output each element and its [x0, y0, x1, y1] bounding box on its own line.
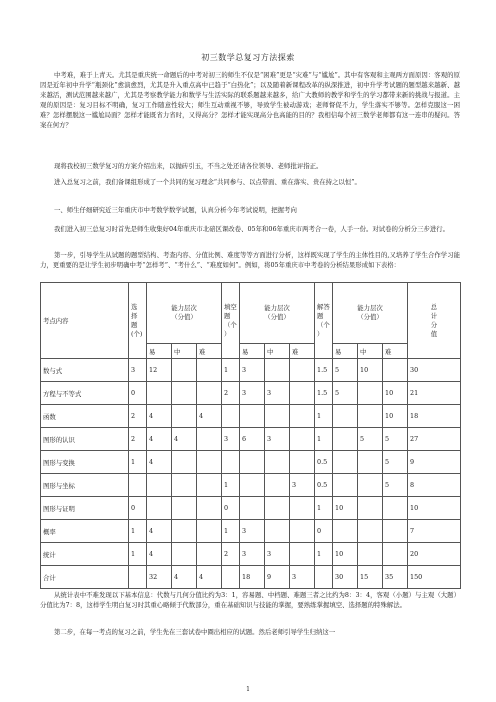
row-value-cell [333, 451, 358, 474]
level-medium: 中 [172, 344, 197, 359]
row-value-cell: 3 [222, 428, 240, 451]
row-value-cell: 3 [265, 382, 290, 405]
row-value-cell [315, 566, 333, 589]
row-value-cell: 10 [333, 497, 358, 520]
page-number: 1 [246, 686, 250, 693]
row-value-cell [358, 497, 383, 520]
row-value-cell: 3 [240, 543, 265, 566]
row-value-cell: 1 [222, 520, 240, 543]
row-value-cell: 3 [265, 543, 290, 566]
row-value-cell [358, 451, 383, 474]
row-value-cell [265, 359, 290, 382]
row-value-cell: 27 [408, 428, 461, 451]
row-topic-cell: 数与式 [41, 359, 129, 382]
row-value-cell: 3 [240, 359, 265, 382]
row-value-cell [222, 566, 240, 589]
row-value-cell: 32 [147, 566, 172, 589]
row-value-cell: 1 [222, 474, 240, 497]
row-value-cell: 150 [408, 566, 461, 589]
level-medium: 中 [265, 344, 290, 359]
row-value-cell [290, 451, 315, 474]
row-value-cell [222, 451, 240, 474]
row-value-cell [197, 359, 222, 382]
row-value-cell: 9 [408, 451, 461, 474]
header-total: 总 计 分 值 [408, 283, 461, 359]
row-value-cell [265, 520, 290, 543]
table-row [41, 566, 461, 589]
row-value-cell: 5 [333, 382, 358, 405]
row-value-cell [197, 428, 222, 451]
row-value-cell [290, 382, 315, 405]
table-row [41, 497, 461, 520]
row-value-cell: 2 [222, 382, 240, 405]
row-value-cell: 35 [383, 566, 408, 589]
table-row [41, 451, 461, 474]
row-value-cell [240, 451, 265, 474]
row-value-cell: 18 [240, 566, 265, 589]
row-value-cell: 4 [147, 428, 172, 451]
row-value-cell [265, 497, 290, 520]
row-value-cell: 5 [383, 474, 408, 497]
row-value-cell: 21 [408, 382, 461, 405]
row-value-cell: 9 [265, 566, 290, 589]
paragraph-intro: 中考难，难于上青天。尤其是重庆统一命题后的中考对初三的师生不仅是“困难”更是“灾难”与“尴尬”。其中有客观和主观两方面原因：客观的原因是近年初中升学“瓶颈化”愈演愈烈，尤其是升入重点高中已趋于“白热化”；以及随着新课程改革的纵深推进，初中升学考试题的题型越来越新、越来越活，测试范围越来越广，尤其是考察教学能力和数学与生活实际的联系题越来越多，给广大教师的教学和学生的学习都带来新的挑战与报道。主观的原因是：复习目标不明确，复习工作随意性较大；师生互动重视不够，导致学生被动游戏；老师督促不力，学生落实不够等。怎样克服这一困难？怎样摆脱这一尴尬局面？怎样才能既省力省时，又得高分？怎样才能实现高分也高能的目的？我相信每个初三数学老师都有这一连串的疑问。答案在何方？ [40, 71, 460, 129]
paragraph-step-two: 第二步，在每一考点的复习之前，学生先在三套试卷中圈出相应的试题。然后老师引导学生归纳这一 [54, 628, 336, 636]
level-easy: 易 [333, 344, 358, 359]
table-row [41, 382, 461, 405]
row-value-cell [172, 497, 197, 520]
row-topic-cell: 统计 [41, 543, 129, 566]
row-value-cell: 1.5 [315, 382, 333, 405]
row-value-cell [358, 405, 383, 428]
row-value-cell: 4 [197, 566, 222, 589]
row-topic-cell: 图形与坐标 [41, 474, 129, 497]
row-value-cell [265, 405, 290, 428]
row-value-cell [147, 474, 172, 497]
header-fill-ability: 能力层次 （分值） [240, 283, 315, 344]
paragraph-collect-papers: 我们进入初三总复习时首先是师生收集好04年重庆市北碚区课改卷、05年和06年重庆市两考合一卷，人手一份。对试卷的分析分三步进行。 [54, 225, 450, 233]
row-value-cell [222, 405, 240, 428]
row-value-cell: 4 [147, 405, 172, 428]
row-value-cell: 10 [383, 405, 408, 428]
row-value-cell [290, 428, 315, 451]
header-fill-count: 填空 题 （个 ） [222, 283, 240, 359]
row-value-cell: 4 [172, 566, 197, 589]
row-value-cell: 6 [240, 428, 265, 451]
paragraph-review-concept: 进入总复习之前，我们备课组形成了一个共同的复习理念“共同参与、以点带面、重在落实、贵在持之以恒”。 [54, 178, 361, 186]
level-hard: 难 [290, 344, 315, 359]
row-value-cell: 0.5 [315, 474, 333, 497]
table-row [41, 520, 461, 543]
row-value-cell: 1 [129, 520, 147, 543]
row-value-cell [147, 382, 172, 405]
paragraph-plan-intro: 现将我校初三数学复习的方案介绍出来，以抛砖引玉，不当之处还请各位领导、老师批评指正。 [54, 162, 323, 170]
row-value-cell [197, 497, 222, 520]
level-easy: 易 [147, 344, 172, 359]
row-value-cell [129, 566, 147, 589]
row-value-cell: 3 [265, 428, 290, 451]
row-value-cell: 3 [290, 474, 315, 497]
row-value-cell: 20 [408, 543, 461, 566]
row-value-cell: 3 [129, 359, 147, 382]
row-value-cell: 4 [147, 543, 172, 566]
row-value-cell: 5 [358, 428, 383, 451]
row-value-cell [197, 474, 222, 497]
row-value-cell: 4 [147, 520, 172, 543]
row-value-cell [240, 405, 265, 428]
row-value-cell: 10 [333, 543, 358, 566]
row-value-cell [333, 474, 358, 497]
row-value-cell [333, 520, 358, 543]
row-value-cell: 7 [408, 520, 461, 543]
row-value-cell: 3 [290, 566, 315, 589]
row-value-cell: 8 [408, 474, 461, 497]
row-value-cell [265, 451, 290, 474]
row-value-cell: 2 [129, 405, 147, 428]
row-value-cell [172, 474, 197, 497]
row-value-cell [383, 497, 408, 520]
exam-analysis-table [40, 282, 461, 589]
table-row [41, 543, 461, 566]
row-value-cell: 1 [315, 428, 333, 451]
row-value-cell: 18 [408, 405, 461, 428]
row-topic-cell: 函数 [41, 405, 129, 428]
row-value-cell: 10 [358, 359, 383, 382]
row-value-cell [265, 474, 290, 497]
row-value-cell [197, 382, 222, 405]
row-value-cell [333, 428, 358, 451]
row-topic-cell: 图形的认识 [41, 428, 129, 451]
header-solve-count: 解答 题 （个 ） [315, 283, 333, 359]
row-value-cell: 4 [147, 451, 172, 474]
level-hard: 难 [383, 344, 408, 359]
row-value-cell [290, 359, 315, 382]
header-choice-ability: 能力层次 （分值） [147, 283, 222, 344]
level-hard: 难 [197, 344, 222, 359]
row-value-cell: 2 [129, 428, 147, 451]
table-row [41, 428, 461, 451]
row-value-cell [290, 520, 315, 543]
row-value-cell [197, 543, 222, 566]
row-value-cell [172, 405, 197, 428]
row-value-cell: 0.5 [315, 451, 333, 474]
header-topic: 考点内容 [41, 283, 129, 359]
row-value-cell [197, 520, 222, 543]
row-topic-cell: 合计 [41, 566, 129, 589]
row-value-cell [172, 543, 197, 566]
row-value-cell: 10 [408, 497, 461, 520]
row-value-cell: 0 [129, 497, 147, 520]
row-value-cell: 1 [315, 405, 333, 428]
row-value-cell: 1 [315, 543, 333, 566]
row-value-cell: 5 [383, 428, 408, 451]
level-easy: 易 [240, 344, 265, 359]
row-value-cell [172, 359, 197, 382]
row-value-cell [290, 405, 315, 428]
row-value-cell: 2 [222, 543, 240, 566]
paragraph-table-summary: 从统计表中不难发现以下基本信息：代数与几何分值比约为3：1，容易题、中档题、难题三者之比约为8：3：4，客观（小题）与主观（大题）分值比为7：8，这样学生明白复习时其重心略倾于代数部分，重在基础知识与技能的掌握，要熟练掌握填空、选择题的特殊解法。 [40, 591, 460, 609]
table-row [41, 405, 461, 428]
row-value-cell: 4 [172, 428, 197, 451]
row-value-cell: 15 [358, 566, 383, 589]
row-value-cell: 5 [383, 451, 408, 474]
row-value-cell [240, 474, 265, 497]
paragraph-step-one: 第一步，引导学生从试题的题型结构、考查内容、分值比例、难度等等方面进行分析，这样既实现了学生的主体性目的,又培养了学生合作学习能力，更重要的是让学生初步明确中考“怎样考”、“考什么”、“难度如何”。例如，将05年重庆市中考卷的分析结果形成如下表格： [40, 251, 460, 269]
row-topic-cell: 图形与证明 [41, 497, 129, 520]
row-value-cell: 1 [129, 451, 147, 474]
row-topic-cell: 图形与变换 [41, 451, 129, 474]
row-value-cell: 0 [222, 497, 240, 520]
table-row [41, 359, 461, 382]
row-value-cell: 3 [240, 520, 265, 543]
row-value-cell [129, 474, 147, 497]
row-value-cell: 30 [333, 566, 358, 589]
row-value-cell [147, 497, 172, 520]
row-value-cell [358, 520, 383, 543]
row-value-cell [358, 382, 383, 405]
row-value-cell [290, 497, 315, 520]
row-value-cell: 12 [147, 359, 172, 382]
row-value-cell: 0 [129, 382, 147, 405]
row-value-cell [358, 543, 383, 566]
row-value-cell [172, 382, 197, 405]
row-value-cell [290, 543, 315, 566]
row-topic-cell: 方程与不等式 [41, 382, 129, 405]
header-solve-ability: 能力层次 （分值） [333, 283, 408, 344]
row-value-cell [240, 497, 265, 520]
row-value-cell: 4 [197, 405, 222, 428]
table-row [41, 474, 461, 497]
row-value-cell [333, 405, 358, 428]
row-topic-cell: 概率 [41, 520, 129, 543]
header-choice-count: 选 择 题(个) [129, 283, 147, 359]
row-value-cell: 3 [240, 382, 265, 405]
level-medium: 中 [358, 344, 383, 359]
row-value-cell: 1 [222, 359, 240, 382]
row-value-cell: 30 [408, 359, 461, 382]
row-value-cell [172, 520, 197, 543]
row-value-cell [172, 451, 197, 474]
row-value-cell [383, 359, 408, 382]
row-value-cell: 1 [315, 497, 333, 520]
row-value-cell: 5 [333, 359, 358, 382]
row-value-cell: 10 [383, 382, 408, 405]
row-value-cell [383, 520, 408, 543]
section-heading-one: 一、师生仔细研究近三年重庆市中考数学数学试题，认真分析今年考试说明，把握考向 [54, 206, 297, 214]
row-value-cell [358, 474, 383, 497]
document-title: 初三数学总复习方法探索 [201, 53, 295, 62]
row-value-cell [383, 543, 408, 566]
row-value-cell: 1 [129, 543, 147, 566]
row-value-cell: 0 [315, 520, 333, 543]
row-value-cell: 1.5 [315, 359, 333, 382]
row-value-cell [197, 451, 222, 474]
